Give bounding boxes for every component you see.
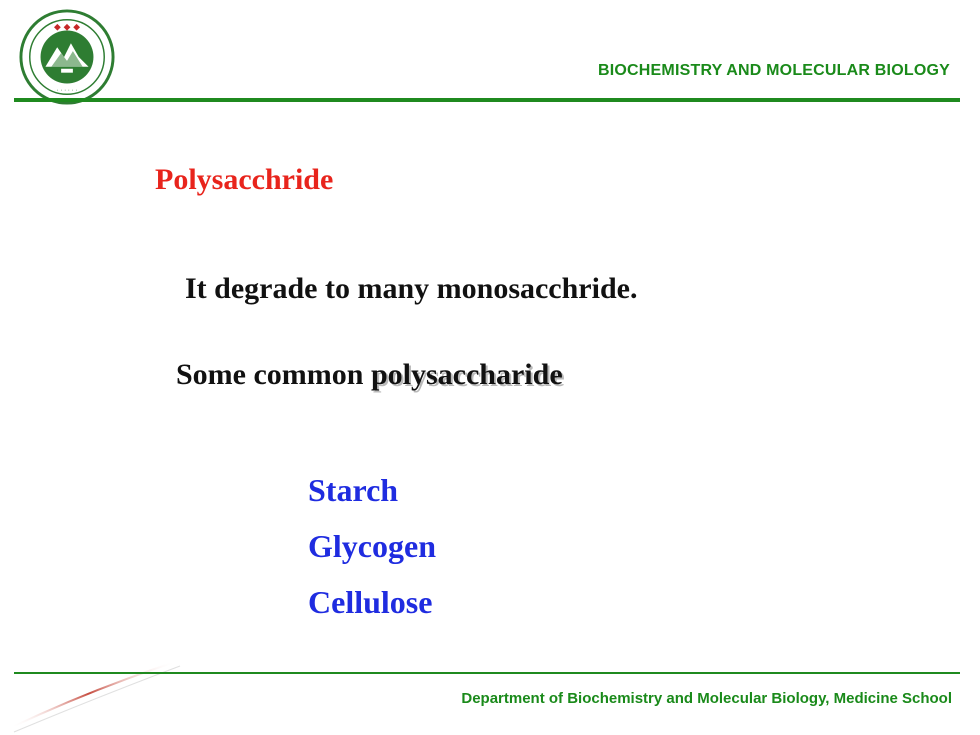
- polysaccharide-list: [308, 470, 436, 638]
- list-item-starch: Starch: [308, 472, 399, 508]
- list-item-cellulose: Cellulose: [308, 584, 433, 620]
- list-item-glycogen: Glycogen: [308, 528, 436, 564]
- svg-text:◆ ◆ ◆: ◆ ◆ ◆: [54, 22, 80, 33]
- footer-text: Department of Biochemistry and Molecular Biology, Medicine School: [461, 690, 952, 707]
- body-line-common: [176, 358, 563, 392]
- body-line-degrade: It degrade to many monosacchride.: [185, 272, 638, 305]
- footer-divider: [14, 672, 960, 674]
- university-seal-logo: [18, 8, 116, 106]
- slide-title: Polysacchride: [155, 163, 334, 196]
- header-divider: [14, 98, 960, 102]
- body-line-common-emphasis: polysaccharide: [370, 358, 563, 391]
- header-title: BIOCHEMISTRY AND MOLECULAR BIOLOGY: [598, 62, 950, 79]
- svg-text:· · · · · ·: · · · · · ·: [56, 88, 78, 95]
- body-line-common-prefix: Some common: [176, 358, 371, 391]
- footer-swoosh-decoration: [0, 640, 200, 735]
